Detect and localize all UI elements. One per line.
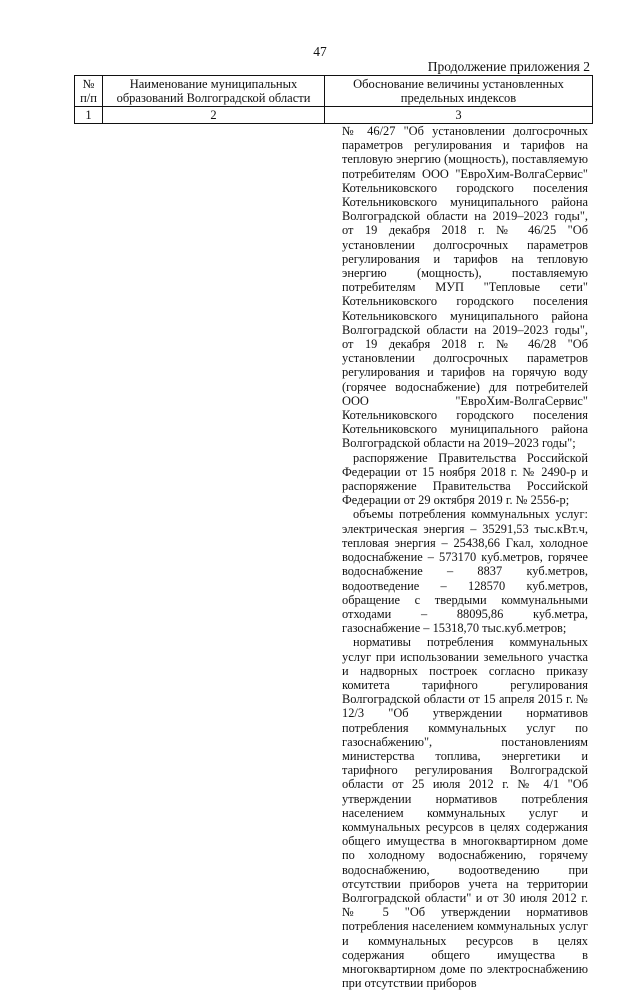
column-number-2: 2 [103, 107, 325, 124]
header-municipality-column: Наименование муниципальных образований Волгоградской области [103, 76, 325, 107]
paragraph-tariff-orders: № 46/27 "Об установлении долгосрочных параметров регулирования и тарифов на тепловую энергию (мощность), поставляемую потребителям ООО "ЕвроХим-ВолгаСервис" Котельниковского городского поселения Котельниковского муниципального района Волгоградской области на 2019–2023 годы", от 19 декабря 2018 г. № 46/25 "Об установлении долгосрочных параметров регулирования и тарифов на тепловую энергию (мощность), поставляемую потребителям МУП "Тепловые сети" Котельниковского городского поселения Котельниковского муниципального района Волгоградской области на 2019–2023 годы", от 19 декабря 2018 г. № 46/28 "Об установлении долгосрочных параметров регулирования и тарифов на горячую воду (горячее водоснабжение) для потребителей ООО "ЕвроХим-ВолгаСервис" Котельниковского городского поселения Котельниковского муниципального района Волгоградской области на 2019–2023 годы"; [342, 124, 588, 451]
table-header-row [75, 76, 593, 107]
paragraph-consumption-volumes: объемы потребления коммунальных услуг: электрическая энергия – 35291,53 тыс.кВт.ч, тепловая энергия – 25438,66 Гкал, холодное водоснабжение – 573170 куб.метров, горячее водоснабжение – 8837 куб.метров, водоотведение – 128570 куб.метров, обращение с твердыми коммунальными отходами – 88095,86 куб.метра, газоснабжение – 15318,70 тыс.куб.метров; [342, 507, 588, 636]
header-justification-column: Обоснование величины установленных предельных индексов [325, 76, 593, 107]
table-column-numbers-row [75, 107, 593, 124]
page-number: 47 [313, 44, 327, 59]
table-header [74, 75, 593, 124]
paragraph-consumption-norms: нормативы потребления коммунальных услуг при использовании земельного участка и надворных построек согласно приказу комитета тарифного регулирования Волгоградской области от 15 апреля 2015 г. № 12/3 "Об утверждении нормативов потребления коммунальных услуг по газоснабжению", постановлениям министерства топлива, энергетики и тарифного регулирования Волгоградской области от 25 июля 2012 г. № 4/1 "Об утверждении нормативов потребления населением коммунальных услуг и коммунальных ресурсов в целях содержания общего имущества в многоквартирном доме по холодному водоснабжению, горячему водоснабжению, водоотведению при отсутствии приборов учета на территории Волгоградской области" и от 30 июля 2012 г. № 5 "Об утверждении нормативов потребления населением коммунальных услуг и коммунальных ресурсов в целях содержания общего имущества в многоквартирном доме по электроснабжению при отсутствии приборов [342, 635, 588, 990]
column-number-1: 1 [75, 107, 103, 124]
header-number-column: № п/п [75, 76, 103, 107]
paragraph-government-orders: распоряжение Правительства Российской Федерации от 15 ноября 2018 г. № 2490-р и распоряжение Правительства Российской Федерации от 29 октября 2019 г. № 2556-р; [342, 450, 588, 508]
continuation-label: Продолжение приложения 2 [427, 59, 590, 74]
justification-text [342, 124, 588, 990]
column-number-3: 3 [325, 107, 593, 124]
